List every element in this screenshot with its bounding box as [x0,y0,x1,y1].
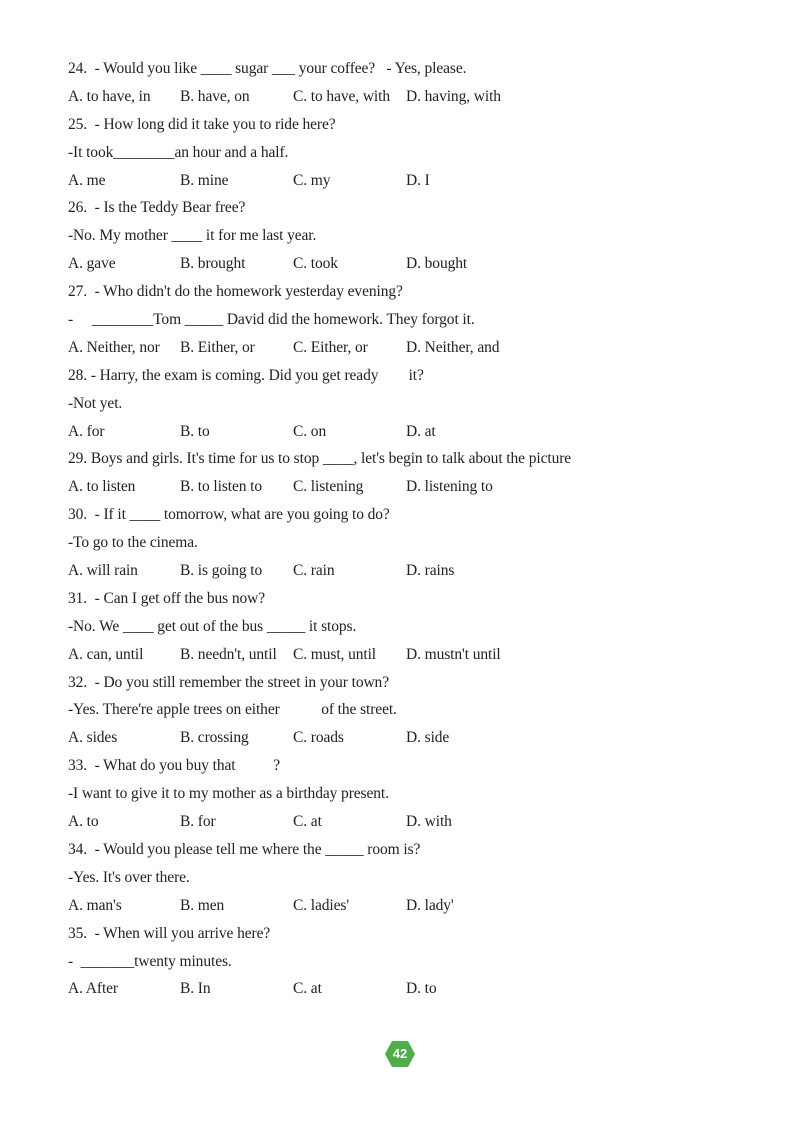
answer-option: D. bought [406,255,468,273]
answer-option: C. ladies' [293,896,350,914]
question-line: 34. - Would you please tell me where the _____ room is? [68,840,421,858]
answer-option: B. In [180,980,211,998]
answer-option: B. have, on [180,87,250,105]
answer-option: B. men [180,896,225,914]
question-line: - ________Tom _____ David did the homework. They forgot it. [68,311,475,329]
answer-option: C. listening [293,478,364,496]
question-line: 28. - Harry, the exam is coming. Did you get ready it? [68,366,424,384]
answer-option: A. gave [68,255,116,273]
answer-option: D. with [406,813,452,831]
answer-option: D. having, with [406,87,501,105]
answer-option: C. on [293,422,327,440]
answer-option: C. at [293,980,322,998]
answer-option: B. Either, or [180,338,255,356]
question-line: 33. - What do you buy that ? [68,757,281,775]
answer-option: B. to [180,422,210,440]
answer-options [68,170,748,198]
question-list [68,58,748,1006]
answer-option: D. Neither, and [406,338,500,356]
answer-option: B. to listen to [180,478,263,496]
answer-option: C. must, until [293,645,377,663]
answer-option: B. for [180,813,216,831]
answer-option: C. Either, or [293,338,368,356]
question-line: 25. - How long did it take you to ride here? [68,115,336,133]
answer-option: C. took [293,255,338,273]
answer-option: C. at [293,813,322,831]
question-line: -It took________an hour and a half. [68,143,289,161]
answer-option: C. my [293,171,331,189]
question-line: -Yes. There're apple trees on either of the street. [68,701,397,719]
answer-option: A. man's [68,896,122,914]
page-number-badge [384,1040,416,1068]
answer-option: A. After [68,980,118,998]
answer-options [68,978,748,1006]
answer-option: B. is going to [180,562,263,580]
answer-option: B. brought [180,255,246,273]
answer-option: A. to listen [68,478,136,496]
answer-options [68,421,748,449]
question-line: 30. - If it ____ tomorrow, what are you going to do? [68,506,390,524]
answer-option: C. roads [293,729,344,747]
answer-options [68,560,748,588]
answer-option: C. to have, with [293,87,390,105]
page-number: 42 [392,1046,408,1061]
answer-options [68,811,748,839]
answer-options [68,895,748,923]
question-line: 24. - Would you like ____ sugar ___ your coffee? - Yes, please. [68,60,467,77]
answer-option: A. to have, in [68,87,151,105]
answer-option: D. I [406,171,430,189]
question-line: -No. My mother ____ it for me last year. [68,227,317,245]
answer-option: A. for [68,422,105,440]
question-line: -No. We ____ get out of the bus _____ it stops. [68,617,357,635]
answer-options [68,727,748,755]
answer-option: A. sides [68,729,118,747]
answer-option: B. mine [180,171,229,189]
answer-option: B. crossing [180,729,249,747]
question-line: -To go to the cinema. [68,534,198,552]
answer-option: A. Neither, nor [68,338,160,356]
answer-option: D. side [406,729,450,747]
question-line: -Yes. It's over there. [68,868,190,886]
question-line: - _______twenty minutes. [68,952,232,970]
question-line: 35. - When will you arrive here? [68,924,271,942]
answer-option: A. can, until [68,645,144,663]
question-line: 32. - Do you still remember the street in your town? [68,673,389,691]
question-line: 26. - Is the Teddy Bear free? [68,199,246,217]
answer-option: A. to [68,813,99,831]
answer-option: D. mustn't until [406,645,501,663]
answer-option: D. lady' [406,896,454,914]
answer-options [68,476,748,504]
answer-options [68,86,748,114]
answer-option: C. rain [293,562,335,580]
answer-option: A. me [68,171,106,189]
answer-options [68,644,748,672]
question-line: 29. Boys and girls. It's time for us to stop ____, let's begin to talk about the picture [68,450,572,468]
answer-options [68,337,748,365]
question-line: -Not yet. [68,394,123,412]
answer-option: D. at [406,422,436,440]
answer-options [68,253,748,281]
answer-option: B. needn't, until [180,645,277,663]
question-line: 27. - Who didn't do the homework yesterday evening? [68,283,403,301]
question-line: 31. - Can I get off the bus now? [68,589,266,607]
question-line: -I want to give it to my mother as a birthday present. [68,785,389,803]
answer-option: D. listening to [406,478,493,496]
answer-option: D. rains [406,562,455,580]
answer-option: A. will rain [68,562,138,580]
answer-option: D. to [406,980,437,998]
